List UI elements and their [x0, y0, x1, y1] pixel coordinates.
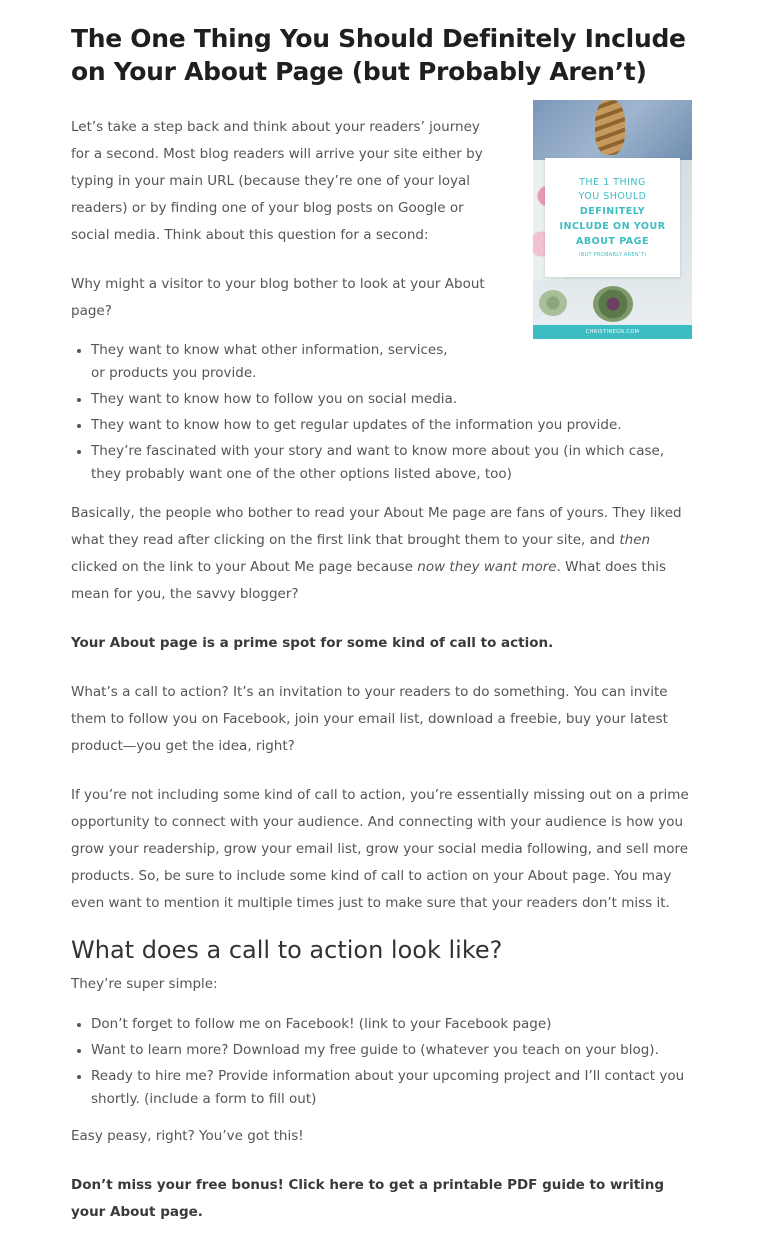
hero-image [533, 100, 692, 339]
hero-footer-url: CHRISTINEGN.COM [533, 325, 692, 339]
emphasis-then: then [619, 532, 651, 548]
hero-line-1: THE 1 THING [579, 177, 646, 188]
list-item: Don’t forget to follow me on Facebook! (link to your Facebook page) [71, 1013, 695, 1036]
list-item: They want to know what other information, services, or products you provide. [71, 339, 461, 385]
list-item: Ready to hire me? Provide information about your upcoming project and I’ll contact you shortly. (include a form to fill out) [71, 1065, 695, 1111]
succulent-graphic-small [539, 290, 567, 316]
basically-paragraph [71, 500, 695, 608]
bonus-cta-link[interactable]: Don’t miss your free bonus! Click here to get a printable PDF guide to writing your About page. [71, 1177, 665, 1220]
emphasis-want-more: now they want more [417, 559, 557, 575]
hero-line-3: DEFINITELY [579, 206, 646, 217]
hero-line-2: YOU SHOULD [578, 191, 647, 202]
intro-question: Why might a visitor to your blog bother to look at your About page? [71, 276, 485, 319]
easy-peasy-text: Easy peasy, right? You’ve got this! [71, 1128, 304, 1144]
text-span: clicked on the link to your About Me page because [71, 559, 418, 575]
intro-paragraph: Let’s take a step back and think about your readers’ journey for a second. Most blog readers will arrive your site either by typing in your main URL (because they’re one of your loyal readers) or by finding one of your blog posts on Google or social media. Think about this question for a second: [71, 119, 483, 243]
reasons-list [71, 339, 695, 486]
text-span: Basically, the people who bother to read your About Me page are fans of yours. They liked what they read after clicking on the first link that brought them to your site, and [71, 505, 682, 548]
intro-section [71, 114, 695, 486]
list-item: They’re fascinated with your story and want to know more about you (in which case, they probably want one of the other options listed above, too) [71, 440, 695, 486]
list-item: They want to know how to follow you on social media. [71, 388, 695, 411]
hair-braid-graphic [595, 100, 625, 155]
what-is-cta-paragraph: What’s a call to action? It’s an invitation to your readers to do something. You can invite them to follow you on Facebook, join your email list, download a freebie, buy your latest product—you get the idea, right? [71, 684, 668, 754]
hero-line-5: ABOUT PAGE [576, 236, 649, 247]
hero-title-card [545, 158, 680, 277]
succulent-graphic [593, 286, 633, 322]
not-including-paragraph: If you’re not including some kind of call to action, you’re essentially missing out on a prime opportunity to connect with your audience. And connecting with your audience is how you grow your readership, grow your email list, grow your social media following, and sell more products. So, be sure to include some kind of call to action on your About page. You may even want to mention it multiple times just to make sure that your readers don’t miss it. [71, 787, 689, 911]
list-item: They want to know how to get regular updates of the information you provide. [71, 414, 695, 437]
prime-spot-statement: Your About page is a prime spot for some kind of call to action. [71, 635, 554, 651]
hero-line-4: INCLUDE ON YOUR [559, 221, 666, 232]
article-title: The One Thing You Should Definitely Include on Your About Page (but Probably Aren’t) [71, 24, 686, 86]
article [71, 22, 695, 1226]
hero-line-6: (BUT PROBABLY AREN’T) [578, 252, 647, 258]
super-simple-text: They’re super simple: [71, 976, 218, 992]
list-item: Want to learn more? Download my free guide to (whatever you teach on your blog). [71, 1039, 695, 1062]
text-span: . What does this mean for you, the savvy blogger? [71, 559, 667, 602]
section-heading: What does a call to action look like? [71, 936, 503, 964]
examples-list [71, 1013, 695, 1111]
